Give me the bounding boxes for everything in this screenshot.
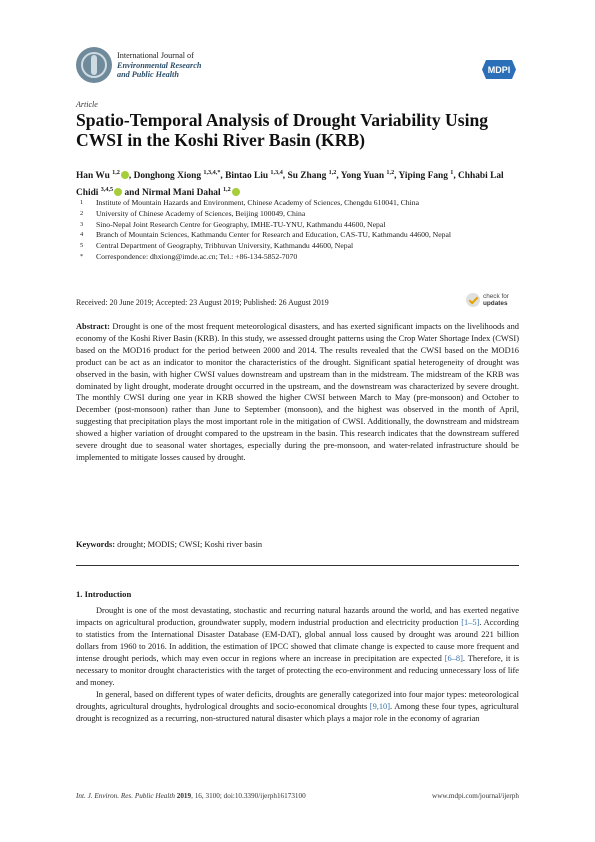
orcid-icon[interactable] — [114, 188, 122, 196]
publication-dates: Received: 20 June 2019; Accepted: 23 August 2019; Published: 26 August 2019 — [76, 298, 329, 307]
abstract-text: Drought is one of the most frequent meteorological disasters, and has exerted significant impacts on the livelihoods and economy of the Koshi River Basin (KRB). In this study, we assessed drought patterns using the Crop Water Shortage Index (CWSI) based on the MOD16 product for the period between 2000 and 2014. The results revealed that the CWSI based on the MOD16 product can be act as an indicator to monitor the characteristics of the drought. Significant spatial heterogeneity of drought was observed in the basin, with higher CWSI values downstream and upstream than in the midstream. The midstream of the KRB was dominated by light drought, moderate drought occurred in the upstream, and the downstream was characterized by severe drought. The monthly CWSI during one year in KRB showed the higher CWSI between March to May (pre-monsoon) and October to December (post-monsoon) rather than June to September (monsoon), and the highest was observed in the month of April, suggesting that precipitation plays the most important role in the mitigation of CWSI. Additionally, the downstream and midstream showed a higher variation of drought compared to the upstream in the basin. This research indicates that the downstream suffered severe drought due to seasonal water shortages, especially during the pre-monsoon, and water-related infrastructure should be implemented to mitigate losses caused by drought. — [76, 322, 519, 462]
citation-link[interactable]: [9,10] — [369, 701, 391, 711]
affiliation-number: 5 — [80, 242, 84, 250]
affiliation-number: 1 — [80, 199, 84, 206]
check-updates-icon — [466, 293, 480, 307]
journal-name-line3: and Public Health — [117, 70, 179, 80]
affiliation-item — [76, 241, 526, 252]
publisher-logo-text: MDPI — [487, 65, 511, 75]
abstract — [76, 321, 519, 464]
journal-name-line1: International Journal of — [117, 51, 194, 60]
body-text-run: Drought is one of the most devastating, stochastic and recurring natural hazards around the world, and has exerted negative impacts on agricultural production, groundwater supply, modern industrial production and electricity production — [76, 606, 519, 627]
affiliation-text: Correspondence: dhxiong@imde.ac.cn; Tel.: +86-134-5852-7070 — [96, 251, 298, 261]
author-name: Bintao Liu — [225, 171, 269, 182]
author-affiliation-marker: 1,2 — [222, 186, 231, 194]
author-affiliation-marker: 3,4,5 — [100, 186, 114, 194]
footer-journal-url[interactable]: www.mdpi.com/journal/ijerph — [432, 792, 519, 800]
body-text-run: . According to statistics from the International Disaster Database (EM-DAT), global annual loss caused by drought was around 221 billion dollars from 1960 to 2016. In addition, the estimation of IPCC showed that climate change is expected to cause more frequent and intense drought periods, which may even occur in regions where an increase in precipitation are expected — [76, 617, 519, 663]
abstract-label: Abstract: — [76, 322, 110, 331]
affiliation-number: 4 — [80, 231, 84, 239]
check-for-updates-button[interactable] — [466, 290, 518, 310]
affiliation-item — [76, 252, 526, 263]
section-divider — [76, 565, 519, 566]
mdpi-logo-icon — [481, 57, 517, 82]
affiliation-item — [76, 220, 526, 231]
author-affiliation-marker: 1,3,4 — [270, 169, 283, 176]
affiliation-number: 2 — [80, 209, 84, 217]
check-updates-line2: updates — [483, 300, 508, 307]
affiliation-list — [76, 198, 526, 263]
footer-citation — [76, 792, 306, 800]
affiliation-number: * — [80, 252, 84, 260]
author-name: Chhabi Lal Chidi — [76, 171, 504, 199]
keywords-label: Keywords: — [76, 540, 116, 549]
check-updates-line1: check for — [483, 293, 509, 300]
body-paragraph — [76, 689, 519, 725]
journal-name — [117, 51, 201, 80]
author-affiliation-marker: 1,2 — [386, 169, 395, 176]
affiliation-text: University of Chinese Academy of Sciences, Beijing 100049, China — [96, 208, 306, 218]
article-type: Article — [76, 100, 98, 109]
author-affiliation-marker: 1,2 — [112, 169, 120, 176]
author-affiliation-marker: 1,2 — [328, 169, 337, 176]
author-name: Su Zhang — [287, 171, 327, 182]
affiliation-item — [76, 198, 526, 209]
affiliation-item — [76, 209, 526, 220]
paper-title: Spatio-Temporal Analysis of Drought Variability Using CWSI in the Koshi River Basin (KRB) — [76, 110, 489, 150]
keywords-text: drought; MODIS; CWSI; Koshi river basin — [117, 540, 263, 549]
orcid-icon[interactable] — [121, 171, 129, 179]
author-name: Donghong Xiong — [133, 171, 202, 182]
author-name: Han Wu — [76, 171, 110, 182]
journal-logo-icon — [76, 47, 112, 83]
affiliation-text: Central Department of Geography, Tribhuvan University, Kathmandu 44600, Nepal — [96, 241, 354, 251]
affiliation-text: Institute of Mountain Hazards and Environment, Chinese Academy of Sciences, Chengdu 610041, China — [96, 198, 420, 207]
author-affiliation-marker: 1 — [450, 169, 454, 176]
author-name: Yong Yuan — [340, 171, 385, 182]
author-name: Yiping Fang — [398, 171, 448, 182]
keywords — [76, 539, 519, 551]
footer-year: 2019 — [176, 792, 192, 800]
author-list: Han Wu $^{1,2}$ , Donghong Xiong $^{1,3,4,*}$, Bintao Liu $^{1,3,4}$, Su Zhang $^{1,2}$, Yong Yuan $^{1,2}$, Yiping Fang $^1$, Chhabi Lal Chidi $^{3,4,5}$ and Nirmal Mani Dahal $^{1,2}$ — [76, 169, 504, 199]
affiliation-number: 3 — [80, 220, 84, 228]
body-text-run: . Therefore, it is necessary to monitor drought characteristics with the target of protecting the eco-environment and reducing unnecessary loss of life and money. — [76, 653, 519, 687]
body-text-run: In general, based on different types of water deficits, droughts are generally categorized into four major types: meteorological droughts, agricultural droughts, hydrological droughts and socio-economical droughts — [76, 689, 519, 711]
footer-journal: Int. J. Environ. Res. Public Health — [76, 792, 175, 800]
introduction-body — [76, 605, 519, 725]
citation-link[interactable]: [6–8] — [444, 653, 463, 663]
footer-doi: , 16, 3100; doi:10.3390/ijerph16173100 — [191, 792, 306, 800]
body-paragraph — [76, 605, 519, 689]
orcid-icon[interactable] — [232, 188, 240, 196]
affiliation-text: Branch of Mountain Sciences, Kathmandu Center for Research and Education, CAS-TU, Kathmandu 44600, Nepal — [96, 230, 452, 240]
check-updates-label — [483, 293, 509, 307]
affiliation-item — [76, 230, 526, 241]
author-name: Nirmal Mani Dahal — [141, 188, 221, 199]
affiliation-text: Sino-Nepal Joint Research Centre for Geography, IMHE-TU-YNU, Kathmandu 44600, Nepal — [96, 219, 386, 229]
section-heading: 1. Introduction — [76, 589, 132, 599]
citation-link[interactable]: [1–5] — [461, 617, 480, 627]
journal-name-line2: Environmental Research — [117, 60, 202, 70]
body-text-run: . Among these four types, agricultural drought is recognized as a recurring, non-structured natural disaster which plays a major role in the economy of agrarian — [76, 701, 519, 723]
author-affiliation-marker: 1,3,4,* — [203, 169, 221, 176]
